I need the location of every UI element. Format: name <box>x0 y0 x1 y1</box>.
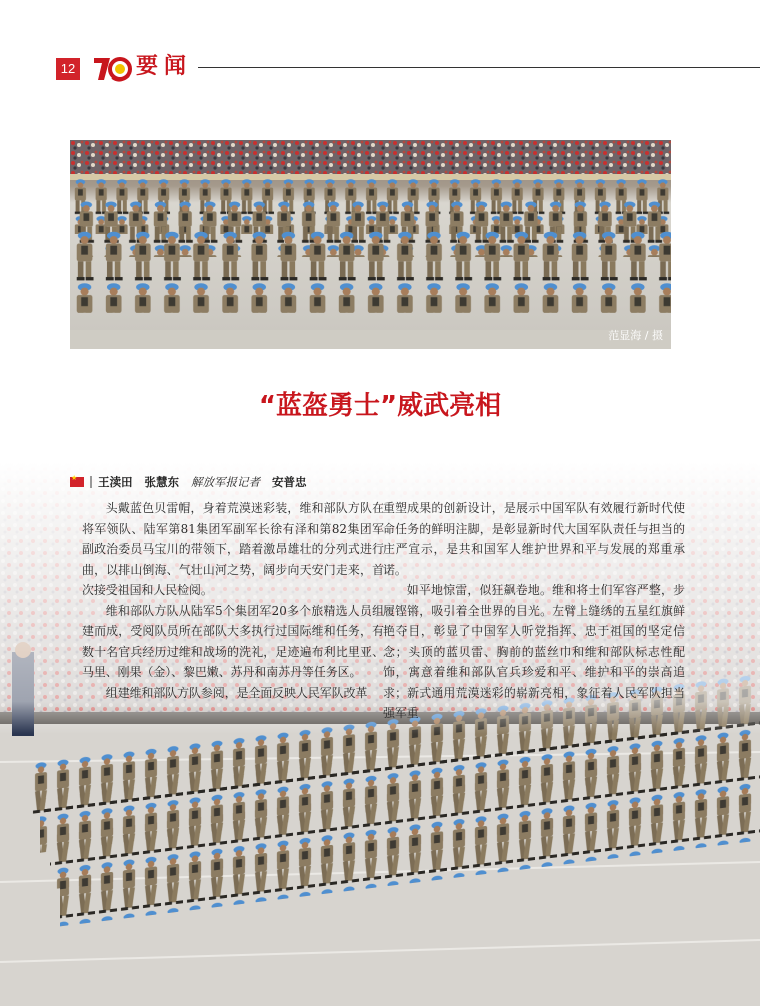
article-column-2 <box>383 498 685 724</box>
byline-affiliation: 解放军报记者 <box>191 475 260 489</box>
paragraph: 重塑成果的创新设计，是展示中国军队有效履行新时代使命任务的鲜明注脚，是彰显新时代大国军队责任与担当的庄严宣示，是共和国军人维护世界和平与发展的郑重承诺。 <box>383 501 685 577</box>
header-rule <box>198 67 760 68</box>
section-title: 要闻 <box>136 54 193 79</box>
byline <box>70 474 307 490</box>
byline-divider <box>90 476 92 488</box>
author-1: 王渎田 <box>98 475 133 489</box>
article-column-1 <box>82 498 384 703</box>
paragraph: 头戴蓝色贝雷帽，身着荒漠迷彩装，维和部队方队在将军领队、陆军第81集团军副军长徐有泽和第82集团军副政治委员马宝川的带领下，踏着激昂雄壮的分列式进行曲，以排山倒海、气壮山河之势，阔步向天安门走来，首次接受祖国和人民检阅。 <box>82 501 384 597</box>
anniversary-70-logo <box>92 52 132 84</box>
parade-photo-top <box>70 140 671 349</box>
paragraph: 如平地惊雷，似狂飙卷地。维和将士们军容严整，步履铿锵，吸引着全世界的目光。左臂上缝绣的五星红旗鲜艳夺目，彰显了中国军人听党指挥、忠于祖国的坚定信念；头顶的蓝贝雷、胸前的蓝丝巾和维和部队标志性配饰，寓意着维和部队官兵珍爱和平、维护和平的崇高追求；新式通用荒漠迷彩的崭新亮相，象征着人民军队担当强军重 <box>383 583 685 720</box>
paragraph: 组建维和部队方队参阅，是全面反映人民军队改革 <box>105 685 368 700</box>
parade-photo-illustration <box>70 140 671 349</box>
author-2: 张慧东 <box>144 475 179 489</box>
article-headline: “蓝盔勇士”威武亮相 <box>258 391 502 421</box>
photo-credit: 范显海 / 摄 <box>608 329 663 342</box>
author-3: 安普忠 <box>272 475 307 489</box>
paragraph: 维和部队方队从陆军5个集团军20多个旅精选人员组建而成，受阅队员所在部队大多执行过国际维和任务，有数十名官兵经历过维和战场的洗礼，足迹遍布利比里亚、马里、刚果（金）、黎巴嫩、苏丹和南苏丹等任务区。 <box>82 603 384 679</box>
china-flag-icon <box>70 477 84 487</box>
page-number: 12 <box>56 58 80 80</box>
